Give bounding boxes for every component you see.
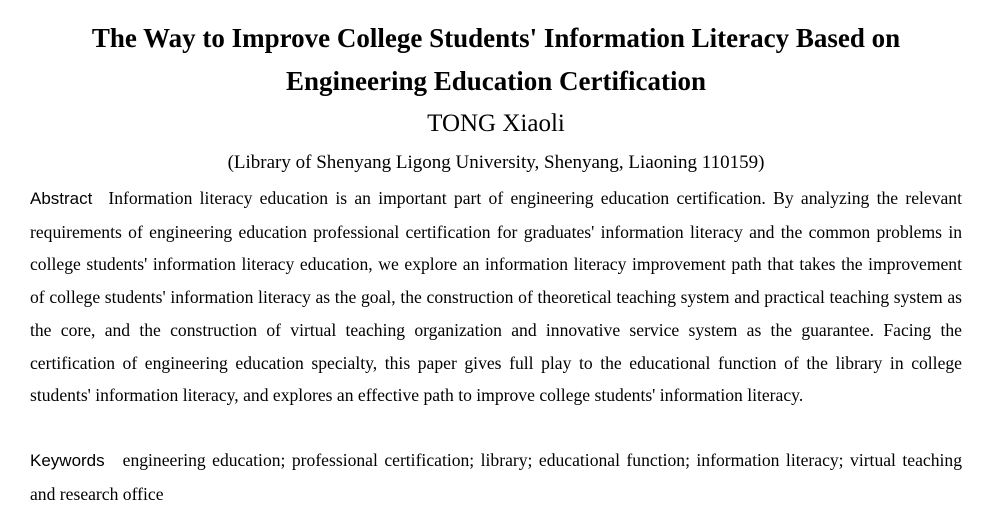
author-name: TONG Xiaoli <box>427 110 565 137</box>
abstract-section <box>30 182 962 412</box>
author-affiliation: (Library of Shenyang Ligong University, Shenyang, Liaoning 110159) <box>227 152 765 173</box>
abstract-label: Abstract <box>30 189 93 208</box>
abstract-text: Information literacy education is an important part of engineering education certification. By analyzing the relevant requirements of engineering education professional certification for graduates' information literacy and the common problems in college students' information literacy education, we explore an information literacy improvement path that takes the improvement of college students' information literacy as the goal, the construction of theoretical teaching system and practical teaching system as the core, and the construction of virtual teaching organization and innovative service system as the guarantee. Facing the certification of engineering education specialty, this paper gives full play to the educational function of the library in college students' information literacy, and explores an effective path to improve college students' information literacy. <box>30 188 962 406</box>
keywords-text: engineering education; professional certification; library; educational function; information literacy; virtual teaching and research office <box>30 450 962 504</box>
keywords-label: Keywords <box>30 451 105 470</box>
paper-title-line-1: The Way to Improve College Students' Information Literacy Based on <box>91 23 901 53</box>
keywords-section <box>30 444 962 510</box>
paper-title-line-2: Engineering Education Certification <box>286 66 706 96</box>
